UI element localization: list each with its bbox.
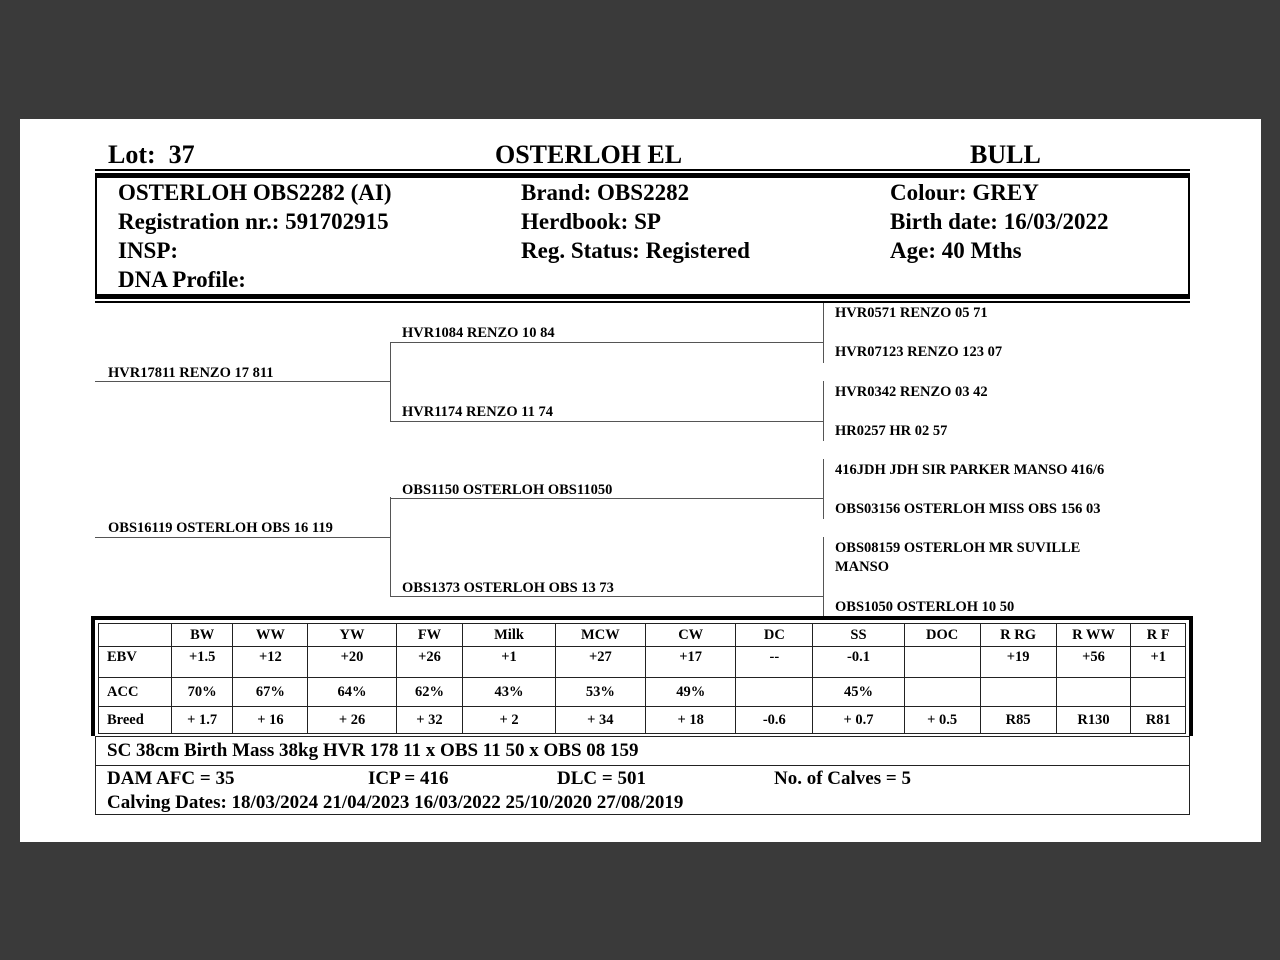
breed-cell: -0.6: [736, 707, 813, 734]
reg-status: Reg. Status: Registered: [521, 238, 750, 263]
ebv-row: [99, 647, 1186, 678]
calving-dates: Calving Dates: 18/03/2024 21/04/2023 16/03/2022 25/10/2020 27/08/2019: [107, 792, 684, 813]
insp: INSP:: [118, 238, 179, 263]
ebv-header-ww: WW: [233, 624, 308, 647]
acc-cell: 49%: [646, 678, 736, 707]
ebv-cell: +27: [555, 647, 645, 678]
breed-cell: + 0.5: [904, 707, 980, 734]
info-rule-thin: [95, 301, 1190, 303]
pedigree-line: [390, 421, 824, 422]
acc-cell: 45%: [813, 678, 904, 707]
pedigree-dam-sire: OBS1150 OSTERLOH OBS11050: [402, 482, 613, 498]
herdbook: Herdbook: SP: [521, 209, 661, 234]
ebv-header-rrg: R RG: [980, 624, 1056, 647]
ebv-frame-left: [91, 616, 95, 736]
breed-cell: R85: [980, 707, 1056, 734]
animal-type: BULL: [970, 140, 1041, 169]
pedigree-line: [390, 497, 391, 597]
breed-cell: R130: [1056, 707, 1131, 734]
ebv-cell: +17: [646, 647, 736, 678]
pedigree-sire-dam: HVR1174 RENZO 11 74: [402, 404, 554, 420]
acc-row-label: ACC: [99, 678, 172, 707]
info-right-border: [1188, 173, 1190, 295]
pedigree-gg-7-cont: MANSO: [835, 559, 889, 575]
dlc: DLC = 501: [557, 768, 646, 789]
ebv-cell: -0.1: [813, 647, 904, 678]
lot-label: Lot:: [108, 140, 156, 169]
herd-name: OSTERLOH EL: [495, 140, 683, 169]
birth-date: Birth date: 16/03/2022: [890, 209, 1109, 234]
pedigree-gg-8: OBS1050 OSTERLOH 10 50: [835, 599, 1015, 615]
lot-value: 37: [168, 140, 195, 169]
breed-cell: + 32: [396, 707, 463, 734]
ebv-header-doc: DOC: [904, 624, 980, 647]
ebv-cell: +12: [233, 647, 308, 678]
icp: ICP = 416: [368, 768, 449, 789]
pedigree-dam-dam: OBS1373 OSTERLOH OBS 13 73: [402, 580, 614, 596]
pedigree-line: [823, 537, 824, 617]
breed-cell: + 16: [233, 707, 308, 734]
header-rule-thick: [95, 173, 1190, 178]
pedigree-gg-7: OBS08159 OSTERLOH MR SUVILLE: [835, 540, 1081, 556]
pedigree-line: [823, 459, 824, 519]
acc-cell: [980, 678, 1056, 707]
pedigree-gg-4: HR0257 HR 02 57: [835, 423, 948, 439]
pedigree-line: [823, 303, 824, 363]
ebv-cell: +1: [463, 647, 555, 678]
pedigree-sire-sire: HVR1084 RENZO 10 84: [402, 325, 555, 341]
header-rule-thin: [95, 169, 1190, 171]
ebv-cell: +1.5: [171, 647, 233, 678]
ebv-cell: +1: [1131, 647, 1186, 678]
ebv-header-dc: DC: [736, 624, 813, 647]
brand: Brand: OBS2282: [521, 180, 690, 205]
acc-cell: 64%: [308, 678, 396, 707]
catalogue-page: [20, 119, 1261, 842]
acc-cell: 53%: [555, 678, 645, 707]
breed-cell: + 0.7: [813, 707, 904, 734]
breed-cell: + 1.7: [171, 707, 233, 734]
breed-cell: R81: [1131, 707, 1186, 734]
pedigree-line: [390, 342, 391, 422]
ebv-header-yw: YW: [308, 624, 396, 647]
acc-cell: [904, 678, 980, 707]
breed-row-label: Breed: [99, 707, 172, 734]
ebv-header-rww: R WW: [1056, 624, 1131, 647]
animal-name: OSTERLOH OBS2282 (AI): [118, 180, 392, 205]
acc-cell: [1131, 678, 1186, 707]
ebv-header-rf: R F: [1131, 624, 1186, 647]
number-of-calves: No. of Calves = 5: [774, 768, 911, 789]
ebv-header-fw: FW: [396, 624, 463, 647]
acc-row: [99, 678, 1186, 707]
ebv-frame-top: [91, 616, 1193, 620]
summary-text: SC 38cm Birth Mass 38kg HVR 178 11 x OBS 11 50 x OBS 08 159: [107, 740, 639, 761]
summary-box: [95, 736, 1190, 766]
calving-box: [95, 765, 1190, 815]
breed-cell: + 34: [555, 707, 645, 734]
ebv-header-mcw: MCW: [555, 624, 645, 647]
age: Age: 40 Mths: [890, 238, 1022, 263]
breed-row: [99, 707, 1186, 734]
pedigree-line: [95, 537, 391, 538]
pedigree-gg-6: OBS03156 OSTERLOH MISS OBS 156 03: [835, 501, 1101, 517]
dna-profile: DNA Profile:: [118, 267, 246, 292]
ebv-header-row: [99, 624, 1186, 647]
lot-number: [108, 140, 195, 170]
pedigree-line: [390, 498, 824, 499]
acc-cell: 70%: [171, 678, 233, 707]
ebv-cell: +56: [1056, 647, 1131, 678]
pedigree-gg-2: HVR07123 RENZO 123 07: [835, 344, 1003, 360]
pedigree-dam: OBS16119 OSTERLOH OBS 16 119: [108, 520, 333, 536]
acc-cell: [736, 678, 813, 707]
ebv-row-label: EBV: [99, 647, 172, 678]
dam-afc: DAM AFC = 35: [107, 768, 235, 789]
ebv-header-bw: BW: [171, 624, 233, 647]
acc-cell: [1056, 678, 1131, 707]
breed-cell: + 18: [646, 707, 736, 734]
pedigree-gg-5: 416JDH JDH SIR PARKER MANSO 416/6: [835, 462, 1105, 478]
ebv-frame-right: [1189, 616, 1193, 736]
ebv-table: [98, 623, 1186, 734]
ebv-cell: +20: [308, 647, 396, 678]
acc-cell: 43%: [463, 678, 555, 707]
ebv-cell: [904, 647, 980, 678]
ebv-cell: +26: [396, 647, 463, 678]
registration-number: Registration nr.: 591702915: [118, 209, 389, 234]
ebv-header-ss: SS: [813, 624, 904, 647]
ebv-cell: --: [736, 647, 813, 678]
pedigree-gg-3: HVR0342 RENZO 03 42: [835, 384, 988, 400]
ebv-header-milk: Milk: [463, 624, 555, 647]
ebv-cell: +19: [980, 647, 1056, 678]
pedigree-line: [95, 381, 391, 382]
colour: Colour: GREY: [890, 180, 1039, 205]
breed-cell: + 26: [308, 707, 396, 734]
breed-cell: + 2: [463, 707, 555, 734]
acc-cell: 62%: [396, 678, 463, 707]
pedigree-gg-1: HVR0571 RENZO 05 71: [835, 305, 988, 321]
ebv-header-cell: [99, 624, 172, 647]
ebv-header-cw: CW: [646, 624, 736, 647]
info-left-border: [95, 173, 97, 295]
info-rule-thick: [95, 294, 1190, 299]
acc-cell: 67%: [233, 678, 308, 707]
pedigree-line: [823, 381, 824, 441]
pedigree-line: [390, 342, 824, 343]
pedigree-sire: HVR17811 RENZO 17 811: [108, 365, 274, 381]
pedigree-line: [390, 596, 824, 597]
